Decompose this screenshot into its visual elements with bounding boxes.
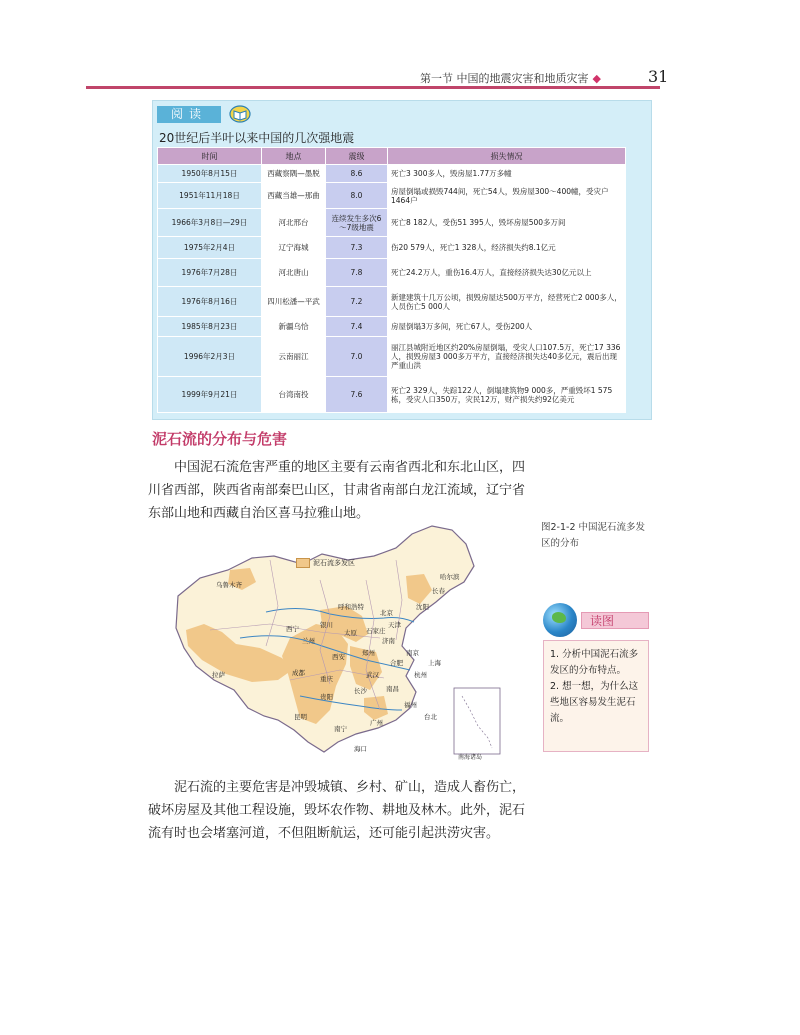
body-paragraph <box>148 776 532 845</box>
question-2: 2. 想一想，为什么这些地区容易发生泥石流。 <box>550 681 639 724</box>
city-label: 贵阳 <box>320 693 333 701</box>
earthquake-table <box>157 147 626 413</box>
col-header-time: 时间 <box>158 148 262 165</box>
cell-loss: 死亡8 182人，受伤51 395人，毁坏房屋500多万间 <box>388 209 626 237</box>
book-icon <box>229 105 251 123</box>
reading-tag: 阅读 <box>157 106 221 123</box>
cell-time: 1950年8月15日 <box>158 165 262 183</box>
city-label: 哈尔滨 <box>440 573 460 581</box>
running-header <box>420 67 670 86</box>
cell-magnitude: 7.2 <box>326 287 388 317</box>
cell-loss: 丽江县城附近地区约20%房屋倒塌，受灾人口107.5万，死亡17 336人，损毁房屋3 000多万平方，直接经济损失达40多亿元，震后出现严重山洪 <box>388 337 626 377</box>
map-reading-tag: 读图 <box>581 612 649 629</box>
reading-title: 20世纪后半叶以来中国的几次强地震 <box>159 131 355 145</box>
cell-place: 河北唐山 <box>262 259 326 287</box>
col-header-magnitude: 震级 <box>326 148 388 165</box>
cell-time: 1985年8月23日 <box>158 317 262 337</box>
legend-label: 泥石流多发区 <box>313 559 355 567</box>
city-label: 济南 <box>382 637 395 645</box>
table-row <box>158 317 626 337</box>
cell-magnitude: 连续发生多次6～7级地震 <box>326 209 388 237</box>
city-label: 银川 <box>320 621 333 629</box>
table-row <box>158 259 626 287</box>
cell-time: 1966年3月8日—29日 <box>158 209 262 237</box>
cell-loss: 死亡24.2万人，重伤16.4万人，直接经济损失达30亿元以上 <box>388 259 626 287</box>
cell-place: 西藏当雄—那曲 <box>262 183 326 209</box>
cell-time: 1999年9月21日 <box>158 377 262 413</box>
cell-loss: 死亡3 300多人，毁房屋1.77万多幢 <box>388 165 626 183</box>
city-label: 南昌 <box>386 685 399 693</box>
city-label: 武汉 <box>366 671 379 679</box>
map-reading-questions <box>543 640 649 752</box>
cell-magnitude: 7.6 <box>326 377 388 413</box>
city-label: 沈阳 <box>416 603 429 611</box>
city-label: 北京 <box>380 609 393 617</box>
city-label: 成都 <box>292 669 305 677</box>
cell-magnitude: 7.8 <box>326 259 388 287</box>
table-row <box>158 183 626 209</box>
city-label: 福州 <box>404 701 417 709</box>
cell-place: 台湾南投 <box>262 377 326 413</box>
map-legend <box>296 558 355 568</box>
section-title: 第一节 中国的地震灾害和地质灾害 <box>420 72 589 85</box>
city-label: 长沙 <box>354 687 367 695</box>
city-label: 南京 <box>406 649 419 657</box>
city-label: 拉萨 <box>212 671 225 679</box>
cell-time: 1976年7月28日 <box>158 259 262 287</box>
table-row <box>158 287 626 317</box>
table-row <box>158 237 626 259</box>
legend-swatch <box>296 558 310 568</box>
section-heading: 泥石流的分布与危害 <box>152 430 288 448</box>
city-label: 天津 <box>388 621 401 629</box>
cell-loss: 死亡2 329人，失踪122人，倒塌建筑物9 000多，严重毁坏1 575栋，受灾人口350万，灾民12万，财产损失约92亿美元 <box>388 377 626 413</box>
cell-place: 云南丽江 <box>262 337 326 377</box>
city-label: 长春 <box>432 587 445 595</box>
cell-magnitude: 7.0 <box>326 337 388 377</box>
city-label: 合肥 <box>390 659 403 667</box>
cell-time: 1951年11月18日 <box>158 183 262 209</box>
paragraph-text: 泥石流的主要危害是冲毁城镇、乡村、矿山，造成人畜伤亡，破坏房屋及其他工程设施，毁坏农作物、耕地及林木。此外，泥石流有时也会堵塞河道，不但阻断航运，还可能引起洪涝灾害。 <box>148 780 526 841</box>
cell-time: 1976年8月16日 <box>158 287 262 317</box>
city-label: 石家庄 <box>366 627 386 635</box>
col-header-loss: 损失情况 <box>388 148 626 165</box>
paragraph-text: 中国泥石流危害严重的地区主要有云南省西北和东北山区，四川省西部，陕西省南部秦巴山区，甘肃省南部白龙江流域，辽宁省东部山地和西藏自治区喜马拉雅山地。 <box>148 460 526 521</box>
table-row <box>158 377 626 413</box>
city-label: 重庆 <box>320 675 333 683</box>
cell-magnitude: 8.6 <box>326 165 388 183</box>
cell-loss: 房屋倒塌或损毁744间，死亡54人，毁房屋300～400幢，受灾户1464户 <box>388 183 626 209</box>
table-row <box>158 165 626 183</box>
cell-time: 1996年2月3日 <box>158 337 262 377</box>
header-rule <box>86 86 660 89</box>
table-row <box>158 337 626 377</box>
diamond-icon: ◆ <box>592 72 601 85</box>
cell-time: 1975年2月4日 <box>158 237 262 259</box>
figure-caption: 图2-1-2 中国泥石流多发区的分布 <box>541 522 646 549</box>
cell-place: 新疆乌恰 <box>262 317 326 337</box>
reading-box <box>152 100 652 420</box>
city-label: 上海 <box>428 659 441 667</box>
city-label: 兰州 <box>302 637 315 645</box>
map-reading-box <box>543 603 649 753</box>
cell-loss: 伤20 579人，死亡1 328人，经济损失约8.1亿元 <box>388 237 626 259</box>
cell-loss: 新建建筑十几万公顷，损毁房屋达500万平方，经营死亡2 000多人，人员伤亡5 000人 <box>388 287 626 317</box>
inset-label: 南海诸岛 <box>458 754 483 761</box>
city-label: 杭州 <box>414 671 427 679</box>
cell-loss: 房屋倒塌3万多间，死亡67人，受伤200人 <box>388 317 626 337</box>
body-paragraph <box>148 456 532 525</box>
debris-flow-map <box>170 520 518 762</box>
cell-magnitude: 7.4 <box>326 317 388 337</box>
city-label: 太原 <box>344 629 357 637</box>
city-label: 昆明 <box>294 713 307 721</box>
cell-place: 四川松潘—平武 <box>262 287 326 317</box>
city-label: 海口 <box>354 745 367 753</box>
city-label: 乌鲁木齐 <box>216 581 242 589</box>
globe-icon <box>543 603 577 637</box>
cell-place: 西藏察隅—墨脱 <box>262 165 326 183</box>
cell-place: 辽宁海城 <box>262 237 326 259</box>
page-number: 31 <box>648 67 669 86</box>
city-label: 台北 <box>424 713 437 721</box>
city-label: 西安 <box>332 653 345 661</box>
table-row <box>158 209 626 237</box>
question-1: 1. 分析中国泥石流多发区的分布特点。 <box>550 649 639 676</box>
cell-magnitude: 7.3 <box>326 237 388 259</box>
cell-place: 河北邢台 <box>262 209 326 237</box>
city-label: 西宁 <box>286 625 299 633</box>
city-label: 广州 <box>370 719 383 727</box>
city-label: 郑州 <box>362 649 375 657</box>
city-label: 呼和浩特 <box>338 603 364 611</box>
col-header-place: 地点 <box>262 148 326 165</box>
cell-magnitude: 8.0 <box>326 183 388 209</box>
city-label: 南宁 <box>334 725 347 733</box>
